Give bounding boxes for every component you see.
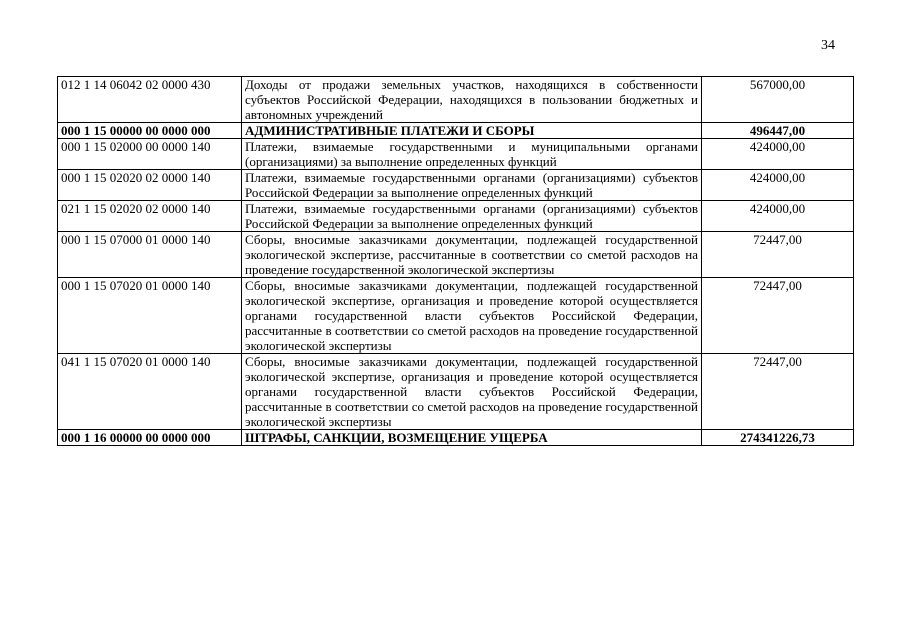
budget-code-cell: 000 1 15 02000 00 0000 140 <box>58 139 242 170</box>
description-cell: Платежи, взимаемые государственными и муниципальными органами (организациями) за выполнение определенных функций <box>242 139 702 170</box>
table-row <box>58 354 854 430</box>
amount-cell: 72447,00 <box>702 232 854 278</box>
description-cell: Доходы от продажи земельных участков, находящихся в собственности субъектов Российской Федерации, находящихся в пользовании бюджетных и автономных учреждений <box>242 77 702 123</box>
table-row <box>58 430 854 446</box>
amount-cell: 424000,00 <box>702 139 854 170</box>
amount-cell: 567000,00 <box>702 77 854 123</box>
description-cell: Сборы, вносимые заказчиками документации, подлежащей государственной экологической экспертизе, рассчитанные в соответствии со сметой расходов на проведение государственной экологической экспертизы <box>242 232 702 278</box>
budget-code-cell: 000 1 15 07020 01 0000 140 <box>58 278 242 354</box>
budget-code-cell: 000 1 15 02020 02 0000 140 <box>58 170 242 201</box>
page-number: 34 <box>821 38 835 53</box>
budget-code-cell: 000 1 15 07000 01 0000 140 <box>58 232 242 278</box>
description-cell: Платежи, взимаемые государственными органами (организациями) субъектов Российской Федерации за выполнение определенных функций <box>242 201 702 232</box>
amount-cell: 72447,00 <box>702 354 854 430</box>
table-row <box>58 170 854 201</box>
table-row <box>58 201 854 232</box>
description-cell: ШТРАФЫ, САНКЦИИ, ВОЗМЕЩЕНИЕ УЩЕРБА <box>242 430 702 446</box>
description-cell: Платежи, взимаемые государственными органами (организациями) субъектов Российской Федерации за выполнение определенных функций <box>242 170 702 201</box>
table-row <box>58 278 854 354</box>
budget-rows <box>58 77 854 446</box>
budget-code-cell: 000 1 15 00000 00 0000 000 <box>58 123 242 139</box>
table-row <box>58 77 854 123</box>
table-row <box>58 139 854 170</box>
budget-code-cell: 041 1 15 07020 01 0000 140 <box>58 354 242 430</box>
amount-cell: 274341226,73 <box>702 430 854 446</box>
description-cell: АДМИНИСТРАТИВНЫЕ ПЛАТЕЖИ И СБОРЫ <box>242 123 702 139</box>
description-cell: Сборы, вносимые заказчиками документации, подлежащей государственной экологической экспертизе, организация и проведение которой осуществляется органами государственной власти субъектов Российской Федерации, рассчитанные в соответствии со сметой расходов на проведение государственной экологической экспертизы <box>242 354 702 430</box>
budget-revenue-table <box>57 76 854 446</box>
amount-cell: 424000,00 <box>702 201 854 232</box>
table-row <box>58 123 854 139</box>
amount-cell: 496447,00 <box>702 123 854 139</box>
description-cell: Сборы, вносимые заказчиками документации, подлежащей государственной экологической экспертизе, организация и проведение которой осуществляется органами государственной власти субъектов Российской Федерации, рассчитанные в соответствии со сметой расходов на проведение государственной экологической экспертизы <box>242 278 702 354</box>
budget-code-cell: 000 1 16 00000 00 0000 000 <box>58 430 242 446</box>
table-row <box>58 232 854 278</box>
amount-cell: 424000,00 <box>702 170 854 201</box>
budget-code-cell: 021 1 15 02020 02 0000 140 <box>58 201 242 232</box>
budget-code-cell: 012 1 14 06042 02 0000 430 <box>58 77 242 123</box>
amount-cell: 72447,00 <box>702 278 854 354</box>
